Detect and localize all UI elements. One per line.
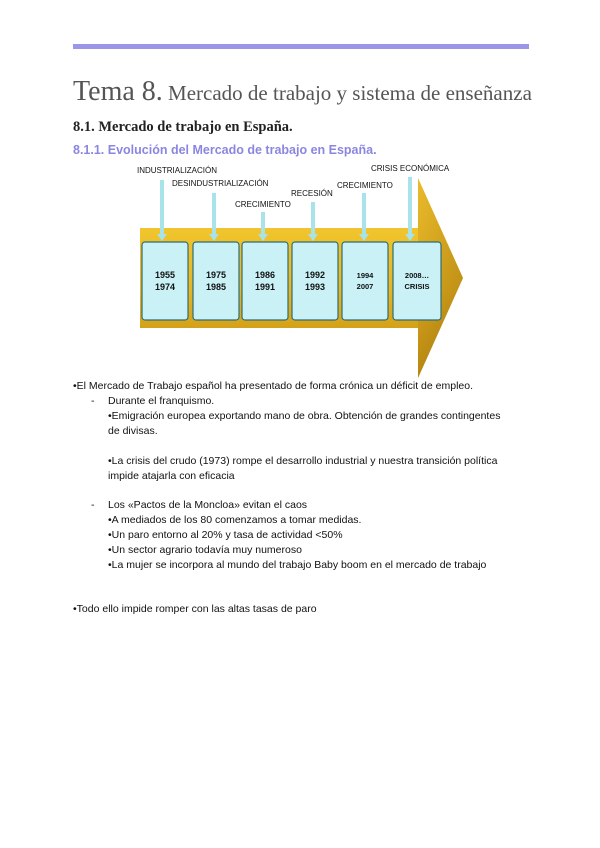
title-text: Mercado de trabajo y sistema de enseñanza	[162, 81, 532, 105]
bullet-paro: •Un paro entorno al 20% y tasa de actividad <50%	[108, 529, 343, 541]
item-pactos-moncloa: Los «Pactos de la Moncloa» evitan el caos	[108, 499, 308, 511]
period-box-1	[142, 242, 188, 320]
period-box-6	[393, 242, 441, 320]
box-5-year-start: 1994	[356, 271, 374, 280]
period-box-3	[242, 242, 288, 320]
phase-label-1: INDUSTRIALIZACIÓN	[137, 166, 218, 175]
bullet-crisis-line2: impide atajarla con eficacia	[108, 470, 235, 482]
phase-label-2: DESINDUSTRIALIZACIÓN	[172, 179, 269, 188]
bullet-emigracion-line1: •Emigración europea exportando mano de obra. Obtención de grandes contingentes	[108, 410, 501, 422]
item-franquismo: Durante el franquismo.	[108, 395, 215, 407]
period-box-4	[292, 242, 338, 320]
box-3-year-start: 1986	[254, 270, 276, 280]
bullet-crisis-line1: •La crisis del crudo (1973) rompe el desarrollo industrial y nuestra transición política	[108, 455, 498, 467]
dash-marker-1: -	[91, 395, 95, 407]
box-6-year-end: CRISIS	[404, 282, 430, 291]
title-number: Tema 8.	[73, 76, 163, 107]
box-6-year-start: 2008…	[404, 271, 430, 280]
box-4-year-end: 1993	[304, 282, 326, 292]
phase-label-6: CRISIS ECONÓMICA	[371, 164, 450, 173]
bullet-sector-agrario: •Un sector agrario todavía muy numeroso	[108, 544, 302, 556]
box-2-year-end: 1985	[205, 282, 227, 292]
phase-label-5: CRECIMIENTO	[337, 181, 393, 190]
box-3-year-end: 1991	[254, 282, 276, 292]
box-2-year-start: 1975	[205, 270, 227, 280]
bullet-emigracion-line2: de divisas.	[108, 425, 158, 437]
timeline-diagram	[0, 0, 600, 400]
box-1-year-end: 1974	[154, 282, 176, 292]
dash-marker-2: -	[91, 499, 95, 511]
paragraph-deficit: •El Mercado de Trabajo español ha presentado de forma crónica un déficit de empleo.	[73, 380, 473, 392]
section-heading: 8.1. Mercado de trabajo en España.	[73, 119, 293, 135]
phase-label-3: CRECIMIENTO	[235, 200, 291, 209]
phase-label-4: RECESIÓN	[291, 189, 333, 198]
bullet-mediados-80: •A mediados de los 80 comenzamos a tomar medidas.	[108, 514, 362, 526]
paragraph-conclusion: •Todo ello impide romper con las altas tasas de paro	[73, 603, 317, 615]
bullet-mujer: •La mujer se incorpora al mundo del trabajo Baby boom en el mercado de trabajo	[108, 559, 487, 571]
period-box-2	[193, 242, 239, 320]
subsection-heading: 8.1.1. Evolución del Mercado de trabajo en España.	[73, 143, 377, 157]
period-box-5	[342, 242, 388, 320]
box-4-year-start: 1992	[304, 270, 326, 280]
box-1-year-start: 1955	[154, 270, 176, 280]
box-5-year-end: 2007	[356, 282, 374, 291]
